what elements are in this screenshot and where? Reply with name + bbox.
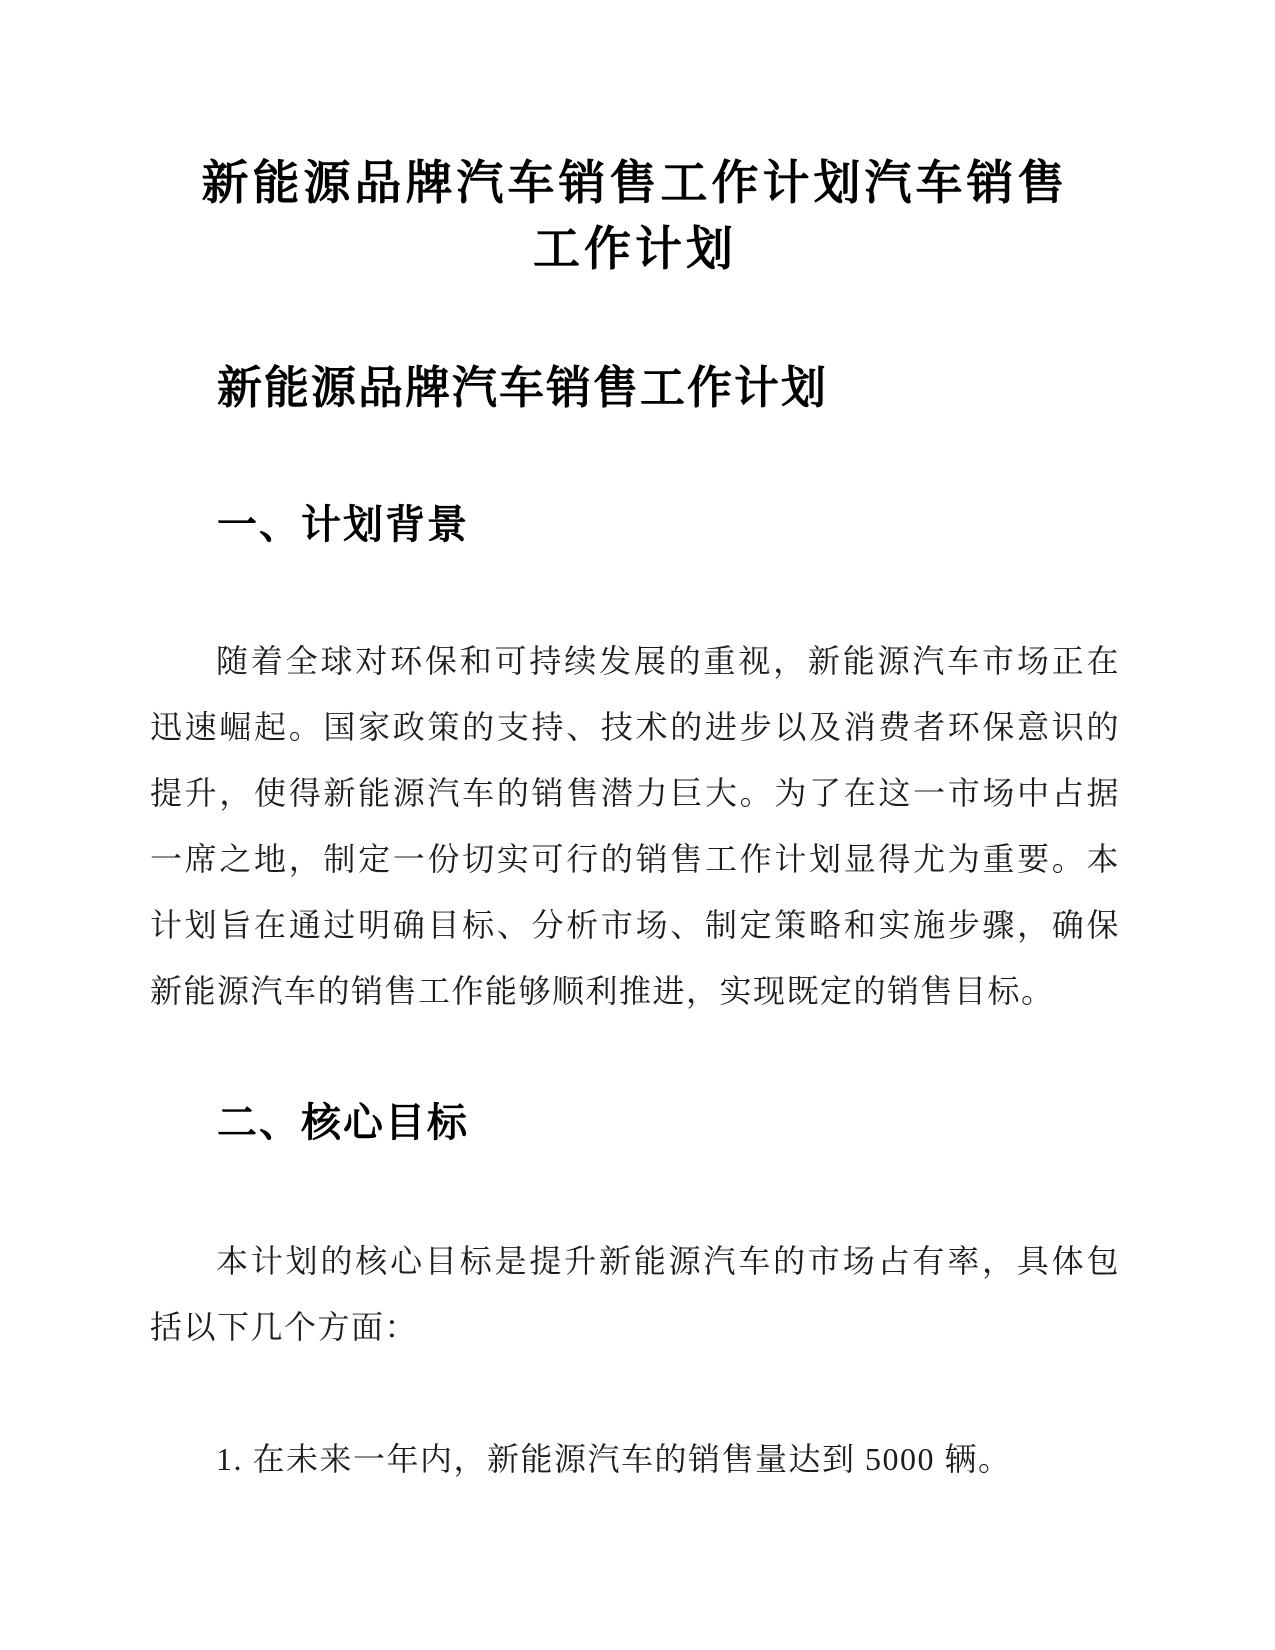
section-core-goals-list-item-1: 1. 在未来一年内，新能源汽车的销售量达到 5000 辆。: [216, 1441, 1012, 1477]
section-heading-core-goals: 二、核心目标: [217, 1101, 469, 1145]
section-core-goals-paragraph: 本计划的核心目标是提升新能源汽车的市场占有率，具体包括以下几个方面：: [150, 1243, 1120, 1345]
section-heading-plan-background: 一、计划背景: [217, 503, 469, 547]
document-title: 新能源品牌汽车销售工作计划汽车销售工作计划: [201, 156, 1069, 275]
document-subtitle: 新能源品牌汽车销售工作计划: [217, 362, 829, 413]
section-plan-background-paragraph: 随着全球对环保和可持续发展的重视，新能源汽车市场正在迅速崛起。国家政策的支持、技术的进步以及消费者环保意识的提升，使得新能源汽车的销售潜力巨大。为了在这一市场中占据一席之地，制定一份切实可行的销售工作计划显得尤为重要。本计划旨在通过明确目标、分析市场、制定策略和实施步骤，确保新能源汽车的销售工作能够顺利推进，实现既定的销售目标。: [150, 643, 1120, 1009]
